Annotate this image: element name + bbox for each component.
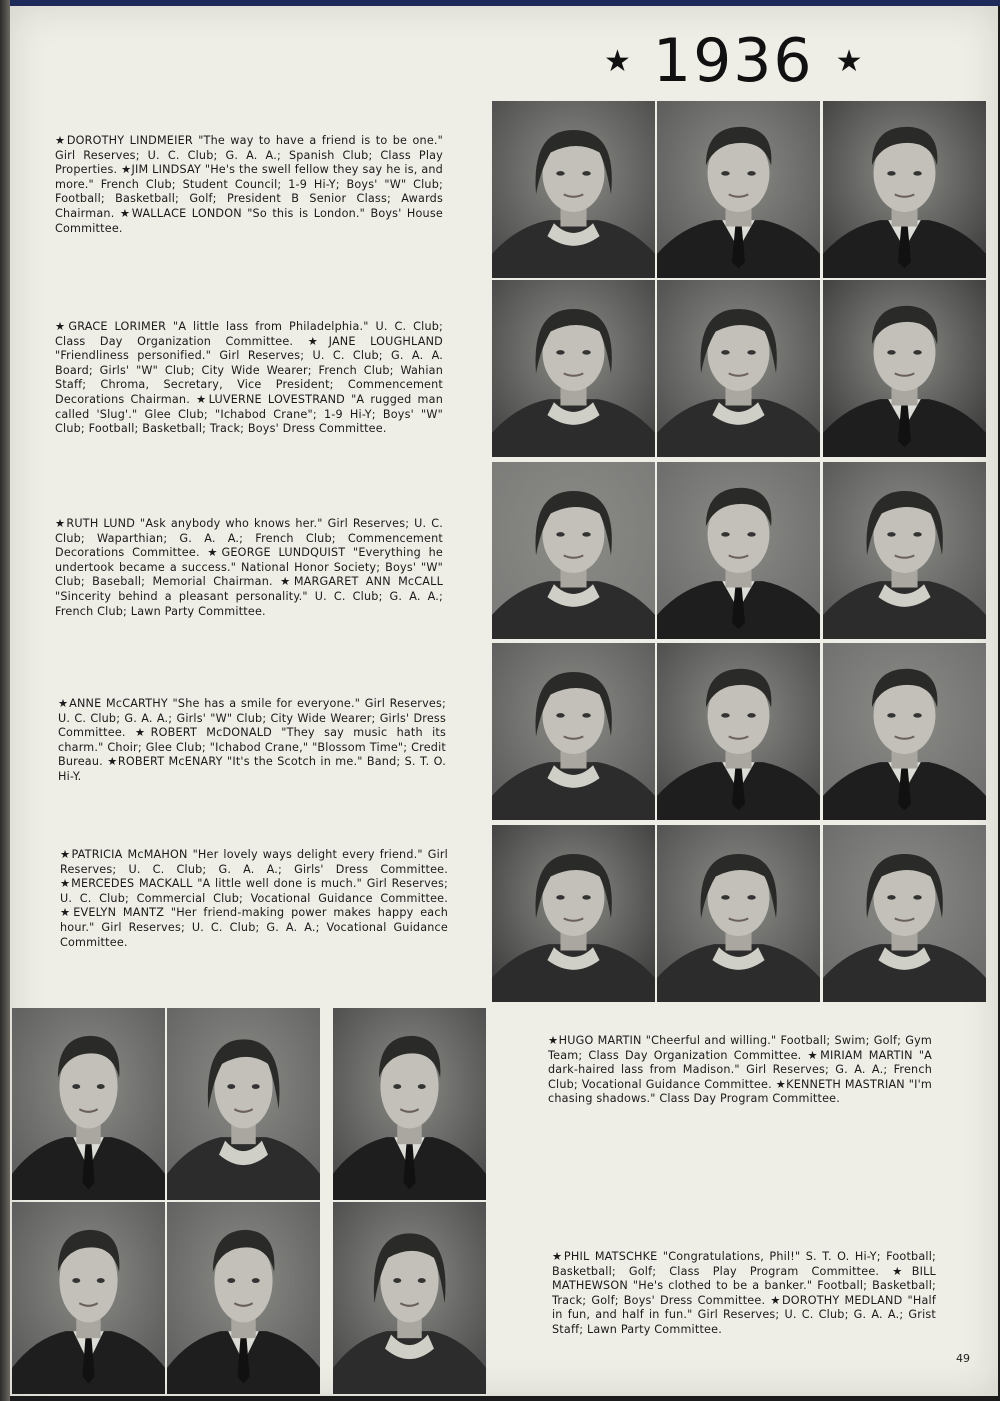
student-activities: Girl Reserves; U. C. Club; G. A. A.; Grist Staff; Lawn Party Committee. (552, 1308, 937, 1336)
student-portrait (657, 462, 820, 639)
student-entry (60, 848, 448, 876)
student-name: ★PATRICIA McMAHON (60, 848, 188, 861)
binding-left-edge (0, 0, 10, 1401)
student-activities: Glee Club; "Ichabod Crane"; 1-9 Hi-Y; Boys' "W" Club; Football; Basketball; Track; Boys' Dress Committee. (55, 407, 443, 436)
student-activities: Girl Reserves; U. C. Club; Waparthian; G. A. A.; French Club; Commencement Decorations Committee. (55, 517, 443, 560)
portrait-photo-icon (657, 101, 820, 278)
portrait-photo-icon (12, 1202, 165, 1394)
student-portrait (333, 1008, 486, 1200)
student-name: ★JANE LOUGHLAND (307, 334, 443, 348)
student-portrait (167, 1008, 320, 1200)
student-portrait (823, 825, 986, 1002)
student-portrait (823, 643, 986, 820)
portrait-photo-icon (657, 280, 820, 457)
portrait-photo-icon (167, 1008, 320, 1200)
student-activities: Girl Reserves; U. C. Club; G. A. A.; Vocational Guidance Committee. (60, 920, 448, 949)
student-portrait (333, 1202, 486, 1394)
student-quote: "He's the swell fellow they say he is, and more." (55, 163, 443, 191)
student-portrait (492, 825, 655, 1002)
student-activities: Girl Reserves; U. C. Club; G. A. A.; Girls' "W" Club; City Wide Wearer; Girls' Dress Committee. (58, 697, 446, 740)
student-name: ★ROBERT McDONALD (134, 726, 272, 740)
student-name: ★MIRIAM MARTIN (807, 1048, 913, 1062)
portrait-photo-icon (492, 280, 655, 457)
student-quote: "It's the Scotch in me." (226, 755, 363, 769)
student-quote: "Cheerful and willing." (645, 1034, 777, 1047)
student-name: ★ANNE McCARTHY (58, 697, 168, 710)
student-name: ★ROBERT McENARY (107, 755, 223, 769)
bio-block (60, 848, 448, 950)
portrait-photo-icon (823, 643, 986, 820)
student-portrait (12, 1202, 165, 1394)
student-quote: "Her lovely ways delight every friend." (192, 848, 423, 861)
student-portrait (657, 643, 820, 820)
student-quote: "A rugged man called 'Slug'." (55, 392, 443, 421)
portrait-photo-icon (492, 643, 655, 820)
bio-block (548, 1034, 932, 1107)
bio-block (552, 1250, 936, 1338)
student-quote: "Everything he undertook became a success." (55, 546, 443, 574)
student-quote: "He's clothed to be a banker." (632, 1279, 813, 1293)
student-activities: National Honor Society; Boys' "W" Club; Baseball; Memorial Chairman. (55, 560, 443, 589)
student-entry (552, 1250, 936, 1278)
page-number: 49 (956, 1352, 970, 1365)
student-name: ★RUTH LUND (55, 517, 136, 530)
student-activities: French Club; Student Council; 1-9 Hi-Y; Boys' "W" Club; Football; Basketball; Golf; President B Senior Class; Awards Chairman. (55, 177, 443, 220)
portrait-photo-icon (492, 825, 655, 1002)
student-entry (60, 877, 448, 905)
bio-block (55, 134, 443, 236)
student-portrait (492, 643, 655, 820)
portrait-photo-icon (657, 462, 820, 639)
student-name: ★MARGARET ANN McCALL (280, 575, 444, 589)
portrait-photo-icon (823, 462, 986, 639)
student-name: ★KENNETH MASTRIAN (775, 1077, 905, 1091)
student-quote: "A little well done is much." (197, 877, 363, 891)
student-name: ★GEORGE LUNDQUIST (207, 546, 346, 560)
portrait-photo-icon (167, 1202, 320, 1394)
student-activities: Football; Swim; Golf; Gym Team; Class Day Organization Committee. (548, 1034, 932, 1062)
portrait-photo-icon (823, 101, 986, 278)
portrait-photo-icon (492, 101, 655, 278)
student-name: ★DOROTHY MEDLAND (770, 1293, 903, 1307)
portrait-photo-icon (823, 825, 986, 1002)
student-portrait (167, 1202, 320, 1394)
bio-block (55, 320, 443, 437)
student-name: ★WALLACE LONDON (119, 206, 242, 220)
student-name: ★HUGO MARTIN (548, 1034, 642, 1047)
student-quote: "A little lass from Philadelphia." (172, 320, 369, 333)
student-name: ★DOROTHY LINDMEIER (55, 134, 193, 147)
student-activities: Girl Reserves; U. C. Club; Commercial Club; Vocational Guidance Committee. (60, 877, 448, 905)
portrait-photo-icon (333, 1202, 486, 1394)
student-portrait (492, 280, 655, 457)
student-portrait (823, 280, 986, 457)
student-name: ★MERCEDES MACKALL (60, 877, 193, 891)
student-portrait (12, 1008, 165, 1200)
student-quote: "Congratulations, Phil!" (662, 1250, 801, 1263)
student-name: ★LUVERNE LOVESTRAND (196, 392, 345, 406)
student-quote: "Half in fun, and half in fun." (552, 1293, 936, 1322)
student-portrait (492, 101, 655, 278)
student-quote: "The way to have a friend is to be one." (198, 134, 443, 147)
student-activities: Girl Reserves; U. C. Club; G. A. A.; Spanish Club; Class Play Properties. (55, 148, 443, 177)
year-number: 1936 (652, 26, 814, 96)
portrait-photo-icon (333, 1008, 486, 1200)
star-icon: ★ (604, 43, 631, 79)
student-activities: Girl Reserves; G. A. A.; French Club; Vocational Guidance Committee. (548, 1063, 932, 1091)
portrait-photo-icon (657, 825, 820, 1002)
student-activities: Girl Reserves; U. C. Club; G. A. A. Board; Girls' "W" Club; City Wide Wearer; French Club; Wahian Staff; Chroma, Secretary, Vice President; Commencement Decorations Chairman. (55, 349, 443, 406)
yearbook-page (10, 6, 998, 1396)
star-icon: ★ (835, 43, 863, 79)
student-portrait (657, 101, 820, 278)
student-name: ★BILL MATHEWSON (552, 1264, 936, 1293)
student-activities: Band; S. T. O. Hi-Y. (58, 755, 446, 783)
student-activities: S. T. O. Hi-Y; Football; Basketball; Golf; Class Play Program Committee. (552, 1250, 936, 1278)
student-entry (58, 755, 446, 783)
student-activities: Choir; Glee Club; "Ichabod Crane," "Blossom Time"; Credit Bureau. (58, 740, 446, 769)
portrait-photo-icon (657, 643, 820, 820)
student-activities: Girl Reserves; U. C. Club; G. A. A.; Girls' Dress Committee. (60, 848, 448, 876)
student-quote: "I'm chasing shadows." (548, 1077, 933, 1106)
student-activities: Boys' House Committee. (55, 206, 443, 235)
student-name: ★PHIL MATSCHKE (552, 1250, 658, 1263)
student-quote: "Friendliness personified." (55, 349, 212, 363)
student-quote: "She has a smile for everyone." (172, 697, 361, 710)
student-portrait (657, 280, 820, 457)
student-name: ★JIM LINDSAY (121, 163, 201, 177)
portrait-photo-icon (12, 1008, 165, 1200)
student-activities: Class Day Program Committee. (659, 1092, 841, 1106)
bio-block (55, 517, 443, 619)
student-activities: Football; Basketball; Track; Golf; Boys' Dress Committee. (552, 1279, 936, 1307)
student-portrait (823, 462, 986, 639)
student-portrait (657, 825, 820, 1002)
year-heading (604, 28, 904, 94)
student-quote: "So this is London." (247, 206, 366, 220)
student-portrait (823, 101, 986, 278)
student-name: ★EVELYN MANTZ (60, 906, 165, 920)
student-activities: U. C. Club; Class Day Organization Committee. (55, 320, 444, 348)
student-quote: "Her friend-making power makes happy each hour." (60, 906, 448, 934)
student-entry (60, 906, 448, 948)
student-portrait (492, 462, 655, 639)
bio-block (58, 697, 446, 785)
student-activities: U. C. Club; G. A. A.; French Club; Lawn Party Committee. (55, 589, 443, 618)
student-quote: "A dark-haired lass from Madison." (548, 1048, 933, 1077)
portrait-photo-icon (823, 280, 986, 457)
student-name: ★GRACE LORIMER (55, 320, 167, 333)
student-quote: "Ask anybody who knows her." (139, 517, 323, 530)
portrait-photo-icon (492, 462, 655, 639)
student-quote: "Sincerity behind a pleasant personality." (55, 589, 308, 603)
student-quote: "They say music hath its charm." (58, 726, 446, 754)
